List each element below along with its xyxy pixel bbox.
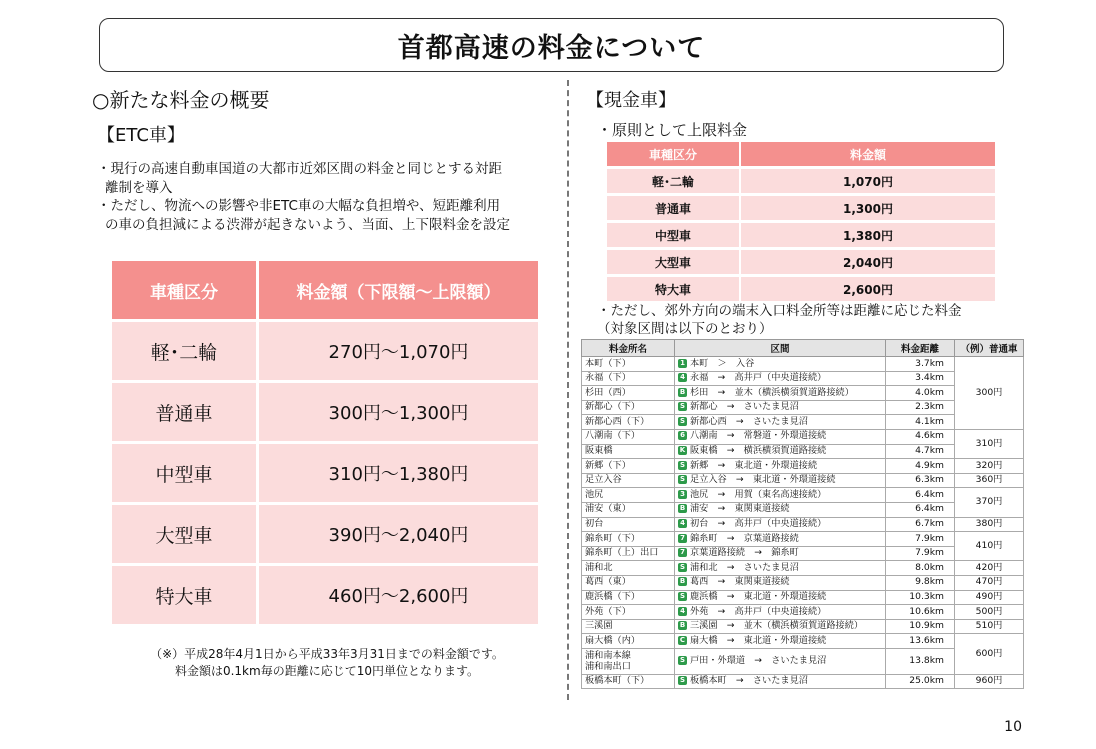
distance-row (582, 605, 1024, 620)
page-title: 首都高速の料金について (99, 18, 1004, 72)
route-number-icon: 4 (678, 373, 687, 382)
distance-row-section-text: 板橋本町 → さいたま見沼 (690, 675, 808, 687)
distance-row-km: 10.3km (886, 590, 955, 605)
distance-row-name: 初台 (582, 517, 675, 532)
route-number-icon: 3 (678, 490, 687, 499)
distance-row-section-text: 新郷 → 東北道・外環道接続 (690, 459, 818, 471)
distance-row-km: 6.7km (886, 517, 955, 532)
distance-note-line: （対象区間は以下のとおり） (597, 321, 773, 337)
distance-row-fee: 490円 (955, 590, 1024, 605)
distance-row-km: 4.0km (886, 386, 955, 401)
cash-row-category: 特大車 (607, 277, 739, 301)
distance-row-section (675, 473, 886, 488)
route-number-icon: K (679, 446, 686, 455)
route-number-icon: S (679, 592, 686, 600)
etc-header-fee: 料金額（下限額～上限額） (259, 261, 538, 319)
distance-row-name: 板橋本町（下） (582, 674, 675, 689)
distance-row-fee: 360円 (955, 473, 1024, 488)
distance-row (582, 517, 1024, 532)
route-number-icon: B (679, 504, 686, 513)
etc-note-line: の車の負担減による渋滞が起きないよう、当面、上下限料金を設定 (105, 216, 510, 233)
distance-row-section-text: 外苑 → 高井戸（中央道接続） (690, 605, 827, 617)
page-number: 10 (1004, 719, 1022, 735)
distance-row-section (675, 444, 886, 459)
distance-row-name: 外苑（下） (582, 605, 675, 620)
distance-row-km: 10.6km (886, 605, 955, 620)
distance-row-name: 葛西（東） (582, 575, 675, 590)
distance-row-km: 6.4km (886, 488, 955, 503)
distance-row-section-text: 池尻 → 用賀（東名高速接続） (690, 488, 827, 500)
distance-row-name: 錦糸町（上）出口 (582, 546, 675, 561)
distance-row-section-text: 三溪園 → 並木（横浜横須賀道路接続） (690, 620, 864, 632)
distance-row-name: 永福（下） (582, 371, 675, 386)
etc-row-category: 大型車 (112, 505, 256, 563)
distance-row-km: 3.4km (886, 371, 955, 386)
distance-row-name: 新都心西（下） (582, 415, 675, 430)
distance-row-section (675, 575, 886, 590)
distance-row-fee: 380円 (955, 517, 1024, 532)
distance-row-name: 新郷（下） (582, 459, 675, 474)
distance-row-section-text: 永福 → 高井戸（中央道接続） (690, 372, 827, 384)
distance-row (582, 561, 1024, 576)
distance-row (582, 488, 1024, 503)
distance-row-fee: 370円 (955, 488, 1024, 517)
distance-row-section-text: 京葉道路接続 → 錦糸町 (690, 547, 799, 559)
distance-row-name: 杉田（西） (582, 386, 675, 401)
distance-row-section-text: 初台 → 高井戸（中央道接続） (690, 518, 827, 530)
route-number-icon: 4 (678, 607, 687, 616)
column-divider (567, 80, 569, 700)
distance-row-section-text: 本町 ＞ 入谷 (690, 357, 755, 369)
distance-row (582, 429, 1024, 444)
footnote-line: （※）平成28年4月1日から平成33年3月31日までの料金額です。 (150, 647, 504, 661)
distance-row-km: 4.6km (886, 429, 955, 444)
distance-row-km: 3.7km (886, 357, 955, 372)
route-number-icon: S (679, 416, 686, 425)
distance-row-fee: 310円 (955, 429, 1024, 458)
distance-row-section (675, 605, 886, 620)
etc-row-category: 特大車 (112, 566, 256, 624)
distance-row (582, 575, 1024, 590)
distance-row (582, 590, 1024, 605)
distance-row (582, 532, 1024, 547)
etc-row-category: 普通車 (112, 383, 256, 441)
dist-header-name: 料金所名 (582, 340, 675, 357)
distance-row-name: 足立入谷 (582, 473, 675, 488)
etc-row (112, 383, 538, 441)
cash-row (607, 223, 995, 247)
distance-row-section (675, 546, 886, 561)
distance-row-km: 4.7km (886, 444, 955, 459)
distance-row-section-text: 浦和北 → さいたま見沼 (690, 561, 799, 573)
distance-row-section-text: 浦安 → 東関東道接続 (690, 503, 790, 515)
cash-row-category: 普通車 (607, 196, 739, 220)
distance-row-km: 2.3km (886, 400, 955, 415)
route-number-icon: 6 (678, 431, 687, 440)
distance-row-fee: 500円 (955, 605, 1024, 620)
distance-row-section (675, 415, 886, 430)
cash-heading: 【現金車】 (586, 90, 676, 111)
etc-row-fee: 310円～1,380円 (259, 444, 538, 502)
distance-row-section-text: 扇大橋 → 東北道・外環道接続 (690, 634, 827, 646)
dist-header-km: 料金距離 (886, 340, 955, 357)
etc-fee-table (109, 258, 541, 627)
distance-row-fee: 470円 (955, 575, 1024, 590)
route-number-icon: B (679, 621, 686, 630)
distance-row-section-text: 戸田・外環道 → さいたま見沼 (690, 655, 827, 667)
distance-row-km: 13.6km (886, 634, 955, 649)
etc-header-category: 車種区分 (112, 261, 256, 319)
cash-header-fee: 料金額 (739, 142, 995, 166)
distance-row (582, 674, 1024, 689)
distance-row-section (675, 674, 886, 689)
route-number-icon: S (679, 656, 686, 665)
cash-row-fee: 2,040円 (739, 250, 995, 274)
route-number-icon: 7 (678, 534, 687, 543)
dist-header-section: 区間 (675, 340, 886, 357)
distance-row-fee: 300円 (955, 357, 1024, 430)
route-number-icon: S (679, 460, 686, 469)
distance-row-section (675, 488, 886, 503)
cash-row-category: 中型車 (607, 223, 739, 247)
etc-row-fee: 270円～1,070円 (259, 322, 538, 380)
distance-row-section (675, 517, 886, 532)
distance-row-fee: 510円 (955, 619, 1024, 634)
footnote-line: 料金額は0.1km毎の距離に応じて10円単位となります。 (174, 664, 480, 678)
etc-row-fee: 460円～2,600円 (259, 566, 538, 624)
distance-row-section-text: 杉田 → 並木（横浜横須賀道路接続） (690, 386, 854, 398)
etc-note-line: ・ただし、物流への影響や非ETC車の大幅な負担増や、短距離利用 (97, 198, 501, 214)
cash-fee-table (607, 139, 995, 304)
cash-row (607, 250, 995, 274)
route-number-icon: S (679, 676, 686, 685)
cash-row (607, 169, 995, 193)
route-number-icon: 7 (678, 548, 687, 557)
distance-row-section-text: 足立入谷 → 東北道・外環道接続 (690, 474, 836, 486)
distance-fee-table (581, 339, 1024, 689)
etc-row (112, 444, 538, 502)
etc-row-fee: 300円～1,300円 (259, 383, 538, 441)
distance-row-name: 浦和南本線 浦和南出口 (582, 648, 675, 674)
principle-text: ・原則として上限料金 (597, 121, 748, 139)
distance-row-km: 10.9km (886, 619, 955, 634)
route-number-icon: 4 (678, 519, 687, 528)
route-number-icon: C (679, 635, 686, 644)
distance-row-section-text: 阪東橋 → 横浜横須賀道路接続 (690, 445, 827, 457)
etc-row (112, 322, 538, 380)
route-number-icon: S (679, 475, 686, 484)
distance-row (582, 634, 1024, 649)
distance-row-fee: 320円 (955, 459, 1024, 474)
distance-row-name: 池尻 (582, 488, 675, 503)
distance-row-section (675, 532, 886, 547)
distance-row-fee: 600円 (955, 634, 1024, 675)
etc-notes (97, 160, 567, 234)
cash-header-category: 車種区分 (607, 142, 739, 166)
etc-row (112, 505, 538, 563)
etc-heading: 【ETC車】 (97, 125, 185, 146)
etc-note-line: ・現行の高速自動車国道の大都市近郊区間の料金と同じとする対距 (97, 161, 502, 177)
distance-row (582, 619, 1024, 634)
distance-row-section (675, 357, 886, 372)
distance-row-section (675, 429, 886, 444)
distance-row-section-text: 鹿浜橋 → 東北道・外環道接続 (690, 591, 827, 602)
distance-row-section (675, 590, 886, 605)
distance-row-km: 9.8km (886, 575, 955, 590)
distance-row-km: 13.8km (886, 648, 955, 674)
etc-note-line: 離制を導入 (105, 179, 173, 196)
etc-row-category: 中型車 (112, 444, 256, 502)
distance-row-section (675, 648, 886, 674)
distance-row-km: 6.3km (886, 473, 955, 488)
distance-row-km: 7.9km (886, 546, 955, 561)
distance-row-name: 三溪園 (582, 619, 675, 634)
distance-row-section (675, 502, 886, 517)
distance-row-section (675, 459, 886, 474)
distance-row-section-text: 新都心 → さいたま見沼 (690, 401, 799, 413)
distance-note-line: ・ただし、郊外方向の端末入口料金所等は距離に応じた料金 (597, 303, 962, 319)
route-number-icon: 1 (678, 359, 687, 368)
overview-heading: ○新たな料金の概要 (92, 88, 270, 112)
distance-row-name: 新都心（下） (582, 400, 675, 415)
distance-row-km: 25.0km (886, 674, 955, 689)
route-number-icon: S (679, 562, 686, 571)
etc-row-fee: 390円～2,040円 (259, 505, 538, 563)
distance-row-km: 4.1km (886, 415, 955, 430)
distance-row-fee: 420円 (955, 561, 1024, 576)
distance-row-km: 8.0km (886, 561, 955, 576)
route-number-icon: S (679, 402, 686, 411)
etc-row (112, 566, 538, 624)
distance-row-name: 阪東橋 (582, 444, 675, 459)
etc-row-category: 軽･二輪 (112, 322, 256, 380)
distance-note (597, 302, 962, 338)
dist-header-fee: （例）普通車 (955, 340, 1024, 357)
distance-row-name: 本町（下） (582, 357, 675, 372)
distance-row-section-text: 葛西 → 東関東道接続 (690, 576, 790, 588)
distance-row-fee: 960円 (955, 674, 1024, 689)
distance-row-km: 7.9km (886, 532, 955, 547)
distance-row-name: 浦安（東） (582, 502, 675, 517)
distance-row-section (675, 400, 886, 415)
cash-row-category: 大型車 (607, 250, 739, 274)
cash-row-category: 軽･二輪 (607, 169, 739, 193)
distance-row-section-text: 錦糸町 → 京葉道路接続 (690, 532, 799, 544)
distance-row-name: 錦糸町（下） (582, 532, 675, 547)
cash-row (607, 277, 995, 301)
etc-footnote (112, 646, 542, 680)
route-number-icon: B (679, 387, 686, 396)
distance-row-km: 6.4km (886, 502, 955, 517)
distance-row-section-text: 八潮南 → 常磐道・外環道接続 (690, 430, 827, 442)
distance-row-name: 八潮南（下） (582, 429, 675, 444)
route-number-icon: B (679, 577, 686, 586)
distance-row (582, 459, 1024, 474)
cash-row-fee: 2,600円 (739, 277, 995, 301)
distance-row-name: 鹿浜橋（下） (582, 590, 675, 605)
distance-row-fee: 410円 (955, 532, 1024, 561)
distance-row (582, 357, 1024, 372)
distance-row-km: 4.9km (886, 459, 955, 474)
distance-row-section (675, 634, 886, 649)
cash-row (607, 196, 995, 220)
distance-row (582, 473, 1024, 488)
distance-row-section (675, 371, 886, 386)
distance-row-name: 浦和北 (582, 561, 675, 576)
cash-row-fee: 1,380円 (739, 223, 995, 247)
distance-row-section (675, 386, 886, 401)
distance-row-section (675, 619, 886, 634)
distance-row-section-text: 新都心西 → さいたま見沼 (690, 415, 808, 427)
distance-row-name: 扇大橋（内） (582, 634, 675, 649)
distance-row-section (675, 561, 886, 576)
cash-row-fee: 1,300円 (739, 196, 995, 220)
cash-row-fee: 1,070円 (739, 169, 995, 193)
